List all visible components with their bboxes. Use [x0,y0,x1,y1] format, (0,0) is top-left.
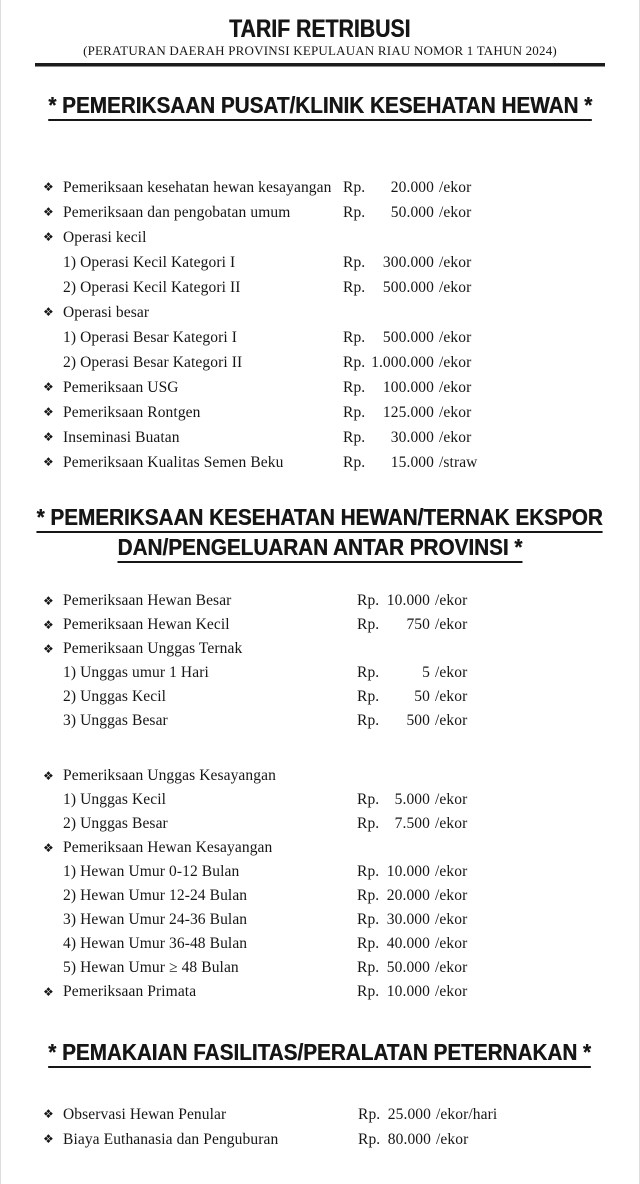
section-heading-text: * PEMAKAIAN FASILITAS/PERALATAN PETERNAKAN * [49,1040,592,1068]
price-currency: Rp. [343,329,366,346]
item-price [357,932,467,956]
item-label: Pemeriksaan Primata [63,983,197,1000]
price-currency: Rp. [357,911,380,928]
item-label: Biaya Euthanasia dan Penguburan [63,1131,279,1148]
price-amount: 20.000 [390,179,434,196]
item-label: Inseminasi Buatan [63,429,180,446]
price-amount: 20.000 [386,887,430,904]
document-header [1,0,639,67]
price-currency: Rp. [343,404,366,421]
section-heading-text-line1: * PEMERIKSAAN KESEHATAN HEWAN/TERNAK EKSPOR [37,505,603,533]
list-item [41,836,639,860]
price-currency: Rp. [357,592,380,609]
list-subitem [41,275,639,300]
price-amount: 50.000 [386,959,430,976]
item-price [357,812,467,836]
price-unit: /ekor [435,887,468,904]
list-subitem [41,908,639,932]
diamond-bullet-icon: ❖ [43,305,54,319]
price-amount: 15.000 [390,454,434,471]
section-pemakaian-fasilitas [1,1040,639,1152]
price-amount: 1.000.000 [371,354,434,371]
item-label: 1) Unggas umur 1 Hari [63,664,209,681]
price-currency: Rp. [357,935,380,952]
list-subitem [41,350,639,375]
list-subitem [41,956,639,980]
price-amount: 10.000 [386,592,430,609]
item-label: Pemeriksaan kesehatan hewan kesayangan [63,179,332,196]
list-subitem [41,932,639,956]
item-label: 4) Hewan Umur 36-48 Bulan [63,935,248,952]
item-label: 2) Unggas Kecil [63,688,167,705]
price-amount: 750 [406,616,430,633]
price-unit: /ekor [435,592,468,609]
item-price [358,1102,497,1127]
item-price [357,661,467,685]
item-label: Pemeriksaan USG [63,379,179,396]
price-currency: Rp. [357,664,380,681]
item-label: 2) Hewan Umur 12-24 Bulan [63,887,248,904]
price-unit: /ekor [435,664,468,681]
diamond-bullet-icon: ❖ [43,841,54,855]
list-item [41,1127,639,1152]
price-amount: 80.000 [387,1131,431,1148]
item-price [343,350,471,375]
list-subitem [41,709,639,733]
item-price [357,685,467,709]
item-label: Pemeriksaan dan pengobatan umum [63,204,291,221]
price-list [1,589,639,1004]
item-label: 2) Operasi Besar Kategori II [63,354,243,371]
section-pemeriksaan-ekspor [1,505,639,1004]
price-currency: Rp. [357,791,380,808]
list-item [41,425,639,450]
section-heading-scale [37,505,603,533]
diamond-bullet-icon: ❖ [43,769,54,783]
item-label: Pemeriksaan Unggas Ternak [63,640,243,657]
price-amount: 125.000 [382,404,434,421]
list-item [41,589,639,613]
item-price [357,980,467,1004]
item-label: Operasi kecil [63,229,147,246]
price-currency: Rp. [357,983,380,1000]
price-currency: Rp. [343,379,366,396]
item-price [357,613,467,637]
price-currency: Rp. [357,712,380,729]
item-label: Pemeriksaan Hewan Kecil [63,616,230,633]
item-label: Pemeriksaan Hewan Kesayangan [63,839,273,856]
price-currency: Rp. [343,204,366,221]
item-price [343,450,477,475]
price-unit: /ekor [439,429,472,446]
price-unit: /ekor [435,911,468,928]
item-price [357,884,467,908]
item-price [357,589,467,613]
price-unit: /ekor [439,404,472,421]
item-label: 1) Hewan Umur 0-12 Bulan [63,863,240,880]
diamond-bullet-icon: ❖ [43,455,54,469]
price-currency: Rp. [343,429,366,446]
diamond-bullet-icon: ❖ [43,180,54,194]
list-item [41,175,639,200]
list-item [41,450,639,475]
item-label: Operasi besar [63,304,150,321]
item-price [343,375,471,400]
price-amount: 50.000 [390,204,434,221]
price-amount: 10.000 [386,863,430,880]
price-amount: 500.000 [382,329,434,346]
price-currency: Rp. [357,863,380,880]
price-currency: Rp. [357,815,380,832]
price-currency: Rp. [343,454,366,471]
item-label: 1) Operasi Kecil Kategori I [63,254,236,271]
price-amount: 300.000 [382,254,434,271]
list-subitem [41,685,639,709]
price-unit: /ekor [435,688,468,705]
diamond-bullet-icon: ❖ [43,380,54,394]
item-label: Observasi Hewan Penular [63,1106,227,1123]
list-subitem [41,250,639,275]
diamond-bullet-icon: ❖ [43,985,54,999]
diamond-bullet-icon: ❖ [43,1132,54,1146]
price-list [1,1102,639,1152]
item-price [343,325,471,350]
price-amount: 100.000 [382,379,434,396]
diamond-bullet-icon: ❖ [43,405,54,419]
item-label: Pemeriksaan Hewan Besar [63,592,232,609]
diamond-bullet-icon: ❖ [43,618,54,632]
price-unit: /ekor [435,791,468,808]
price-unit: /ekor [435,863,468,880]
price-unit: /ekor [436,1131,469,1148]
price-amount: 25.000 [387,1106,431,1123]
list-item [41,1102,639,1127]
diamond-bullet-icon: ❖ [43,430,54,444]
item-price [358,1127,468,1152]
item-price [357,908,467,932]
list-item [41,764,639,788]
price-list [1,175,639,475]
price-amount: 30.000 [386,911,430,928]
item-label: Pemeriksaan Unggas Kesayangan [63,767,276,784]
item-label: 3) Hewan Umur 24-36 Bulan [63,911,248,928]
price-unit: /ekor [439,329,472,346]
title-row [1,16,639,42]
divider-rule [35,63,605,67]
price-unit: /ekor [435,815,468,832]
list-item [41,375,639,400]
section-heading-text: * PEMERIKSAAN PUSAT/KLINIK KESEHATAN HEWAN * [48,93,592,121]
price-unit: /ekor [435,983,468,1000]
price-unit: /ekor [439,379,472,396]
price-amount: 40.000 [386,935,430,952]
item-label: Pemeriksaan Kualitas Semen Beku [63,454,284,471]
item-label: 2) Unggas Besar [63,815,168,832]
section-heading-text-line2: DAN/PENGELUARAN ANTAR PROVINSI * [118,535,523,563]
page-subtitle: (PERATURAN DAERAH PROVINSI KEPULAUAN RIAU NOMOR 1 TAHUN 2024) [83,43,557,58]
item-price [343,425,471,450]
page-title: TARIF RETRIBUSI [229,15,411,43]
price-amount: 7.500 [394,815,430,832]
price-amount: 500 [406,712,430,729]
item-price [343,175,471,200]
price-amount: 10.000 [386,983,430,1000]
item-label: 1) Operasi Besar Kategori I [63,329,237,346]
price-currency: Rp. [357,959,380,976]
price-unit: /ekor [435,935,468,952]
item-price [357,860,467,884]
price-amount: 500.000 [382,279,434,296]
price-currency: Rp. [358,1131,381,1148]
item-label: 1) Unggas Kecil [63,791,167,808]
list-item [41,637,639,661]
item-price [357,788,467,812]
list-subitem [41,884,639,908]
price-amount: 30.000 [390,429,434,446]
price-currency: Rp. [343,254,366,271]
item-price [343,400,471,425]
item-price [343,200,471,225]
diamond-bullet-icon: ❖ [43,642,54,656]
section-heading [1,1040,639,1068]
price-unit: /ekor [435,959,468,976]
list-subitem [41,812,639,836]
item-label: 2) Operasi Kecil Kategori II [63,279,241,296]
price-unit: /ekor [435,712,468,729]
diamond-bullet-icon: ❖ [43,1107,54,1121]
list-subitem [41,788,639,812]
section-heading-scale [48,93,592,121]
section-pemeriksaan-pusat-klinik [1,93,639,475]
list-subitem [41,325,639,350]
item-label: 3) Unggas Besar [63,712,168,729]
diamond-bullet-icon: ❖ [43,594,54,608]
list-item [41,200,639,225]
item-label: 5) Hewan Umur ≥ 48 Bulan [63,959,239,976]
price-currency: Rp. [343,354,366,371]
price-unit: /ekor [435,616,468,633]
price-unit: /ekor [439,254,472,271]
section-heading [1,505,639,563]
item-price [357,709,467,733]
item-price [343,250,471,275]
price-unit: /straw [439,454,478,471]
item-price [357,956,467,980]
list-item [41,980,639,1004]
price-currency: Rp. [358,1106,381,1123]
section-heading-scale [49,1040,592,1068]
diamond-bullet-icon: ❖ [43,205,54,219]
list-subitem [41,661,639,685]
price-currency: Rp. [357,688,380,705]
price-currency: Rp. [343,279,366,296]
section-heading [1,93,639,121]
price-unit: /ekor [439,279,472,296]
item-price [343,275,471,300]
list-item [41,400,639,425]
list-item [41,225,639,250]
price-currency: Rp. [357,616,380,633]
diamond-bullet-icon: ❖ [43,230,54,244]
price-amount: 5.000 [394,791,430,808]
price-unit: /ekor [439,204,472,221]
list-item [41,300,639,325]
price-currency: Rp. [343,179,366,196]
price-unit: /ekor/hari [436,1106,498,1123]
list-item [41,613,639,637]
price-amount: 50 [414,688,430,705]
price-currency: Rp. [357,887,380,904]
list-subitem [41,860,639,884]
price-amount: 5 [422,664,430,681]
item-label: Pemeriksaan Rontgen [63,404,201,421]
section-heading-scale [118,533,523,563]
price-unit: /ekor [439,354,472,371]
price-unit: /ekor [439,179,472,196]
